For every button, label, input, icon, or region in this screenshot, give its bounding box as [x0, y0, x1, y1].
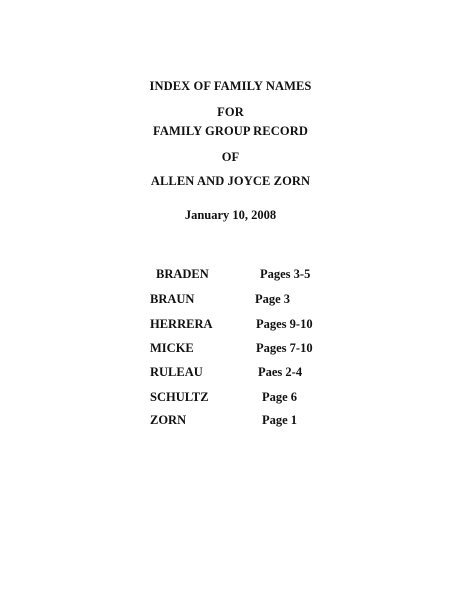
page-reference: Pages 7-10: [256, 341, 313, 355]
page-reference: Pages 3-5: [260, 267, 311, 281]
title-line-5: ALLEN AND JOYCE ZORN: [150, 174, 311, 188]
title-line-3: FAMILY GROUP RECORD: [153, 124, 308, 138]
family-name: RULEAU: [150, 365, 203, 379]
family-name: SCHULTZ: [150, 390, 209, 404]
family-name: BRADEN: [156, 267, 209, 281]
page-reference: Paes 2-4: [258, 365, 303, 379]
page-reference: Page 6: [262, 390, 298, 404]
title-line-1: INDEX OF FAMILY NAMES: [149, 79, 312, 93]
document-date: January 10, 2008: [184, 208, 277, 222]
page-reference: Page 3: [255, 292, 291, 306]
title-line-4: OF: [221, 150, 240, 164]
title-line-2: FOR: [217, 105, 244, 119]
family-name: HERRERA: [150, 317, 213, 331]
page-reference: Page 1: [262, 413, 298, 427]
page-reference: Pages 9-10: [256, 317, 313, 331]
family-name: ZORN: [150, 413, 187, 427]
family-name: MICKE: [150, 341, 194, 355]
family-name: BRAUN: [150, 292, 195, 306]
